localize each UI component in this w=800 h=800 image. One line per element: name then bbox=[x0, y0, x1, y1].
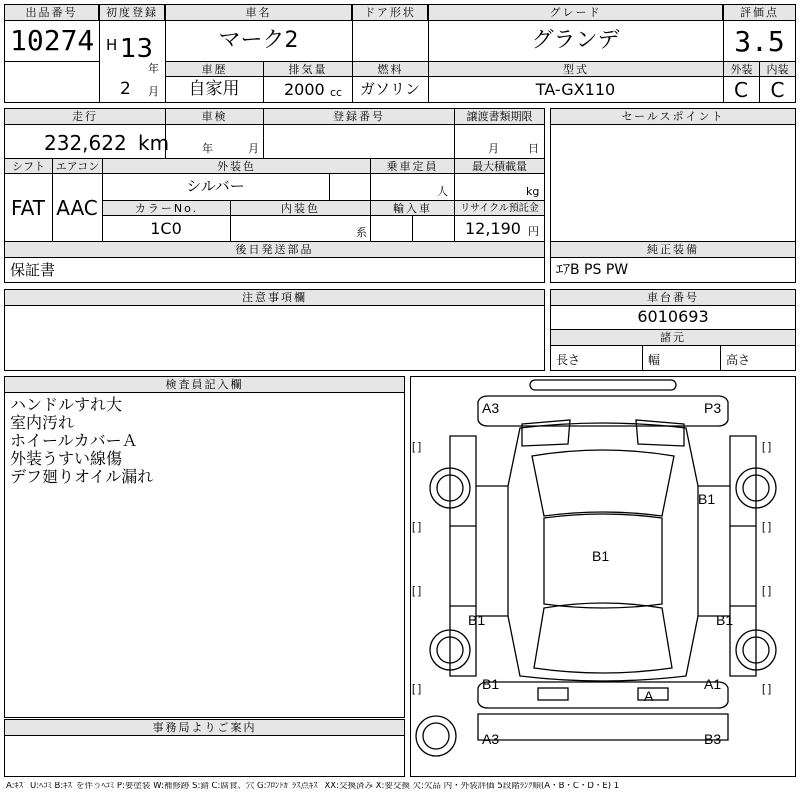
divider bbox=[4, 61, 100, 62]
mark-center: B1 bbox=[592, 548, 610, 564]
chassis-label: 車台番号 bbox=[550, 289, 796, 306]
recycle-label: リサイクル預託金 bbox=[454, 200, 545, 216]
bracket: [ ] bbox=[762, 521, 772, 533]
exterior-label: 外装 bbox=[723, 61, 760, 77]
color-no: 1C0 bbox=[150, 219, 182, 238]
parts-label: 後日発送部品 bbox=[4, 241, 545, 258]
mark-front-left: A3 bbox=[482, 400, 500, 416]
exterior-grade: C bbox=[734, 78, 748, 102]
score: 3.5 bbox=[734, 25, 785, 58]
fuel: ガソリン bbox=[359, 80, 420, 98]
max-load-label: 最大積載量 bbox=[454, 158, 545, 174]
mark-left-mid: B1 bbox=[468, 612, 486, 628]
capacity-label: 乗車定員 bbox=[370, 158, 455, 174]
mark-right-front: B1 bbox=[698, 491, 716, 507]
int-color-unit: 系 bbox=[356, 226, 367, 239]
width-label: 幅 bbox=[648, 353, 661, 367]
transfer-label: 譲渡書類期限 bbox=[454, 108, 545, 125]
divider bbox=[454, 124, 455, 159]
import-label: 輸入車 bbox=[370, 200, 455, 216]
fuel-label: 燃料 bbox=[352, 61, 429, 77]
equipment-text: ｴｱB PS PW bbox=[556, 262, 629, 278]
mark-right-mid: B1 bbox=[716, 612, 734, 628]
bracket: [ ] bbox=[412, 521, 422, 533]
recycle-unit: 円 bbox=[528, 225, 539, 238]
first-reg-label: 初度登録 bbox=[99, 4, 165, 21]
recycle-fee: 12,190 bbox=[465, 219, 521, 238]
mileage: 232,622 bbox=[44, 131, 127, 155]
history: 自家用 bbox=[188, 79, 240, 99]
interior-grade: C bbox=[770, 78, 785, 102]
legend: A:ｷｽﾞ U:ﾍｺﾐ B:ｷｽﾞを伴うﾍｺﾐ P:要塗装 W:補修跡 S:錆 C:腐食、穴 G:ﾌﾛﾝﾄｶﾞﾗｽ点ｷｽﾞ XX:交換済み X:要交換 欠:欠品 内・外装評価 5段階ﾗﾝｸ順(A・B・C・D・E) 1 bbox=[6, 782, 620, 791]
bracket: [ ] bbox=[762, 585, 772, 597]
mileage-unit: km bbox=[138, 131, 170, 155]
aircon-label: エアコン bbox=[52, 158, 103, 174]
inspector-line-1: ハンドルすれ大 bbox=[10, 395, 123, 414]
dimensions-label: 諸元 bbox=[550, 329, 796, 346]
inspector-line-3: ホイールカバーＡ bbox=[10, 431, 138, 450]
transfer-month-unit: 月 bbox=[488, 142, 499, 155]
inspector-line-5: デフ廻りオイル漏れ bbox=[10, 467, 154, 486]
reg-month: 2 bbox=[120, 79, 131, 99]
sales-points-label: セールスポイント bbox=[550, 108, 796, 125]
length-label: 長さ bbox=[556, 353, 581, 367]
model: TA-GX110 bbox=[535, 80, 616, 99]
sales-points-box bbox=[550, 108, 796, 242]
inspector-line-2: 室内汚れ bbox=[10, 413, 75, 432]
bracket: [ ] bbox=[412, 585, 422, 597]
divider bbox=[263, 124, 264, 159]
car-name: マーク2 bbox=[218, 28, 299, 53]
mark-front-right: P3 bbox=[704, 400, 722, 416]
bracket: [ ] bbox=[412, 683, 422, 695]
inspection-label: 車検 bbox=[165, 108, 264, 125]
mark-rear-plate: A bbox=[644, 688, 654, 704]
listing-no: 10274 bbox=[10, 24, 95, 57]
displacement-unit: cc bbox=[330, 86, 343, 99]
ext-color: シルバー bbox=[186, 177, 245, 195]
max-load-unit: kg bbox=[526, 185, 540, 198]
grade-label: グレード bbox=[428, 4, 723, 21]
chassis-no: 6010693 bbox=[637, 307, 709, 326]
bracket: [ ] bbox=[762, 441, 772, 453]
details-frame bbox=[4, 108, 545, 242]
divider bbox=[642, 345, 643, 371]
displacement: 2000 bbox=[284, 80, 325, 99]
aircon: AAC bbox=[56, 196, 98, 220]
notes-label: 注意事項欄 bbox=[4, 289, 545, 306]
score-label: 評価点 bbox=[723, 4, 796, 21]
mark-right-rear: A1 bbox=[704, 676, 722, 692]
divider bbox=[329, 173, 330, 201]
transfer-day-unit: 日 bbox=[528, 142, 539, 155]
model-label: 型式 bbox=[428, 61, 724, 77]
divider bbox=[263, 76, 264, 103]
mark-rear-right: B3 bbox=[704, 731, 722, 747]
name-label: 車名 bbox=[165, 4, 352, 21]
car-diagram bbox=[410, 376, 796, 777]
era: H bbox=[106, 36, 118, 54]
bracket: [ ] bbox=[412, 441, 422, 453]
door-label: ドア形状 bbox=[352, 4, 428, 21]
mark-rear-left: A3 bbox=[482, 731, 500, 747]
height-label: 高さ bbox=[726, 353, 751, 367]
ext-color-label: 外装色 bbox=[102, 158, 371, 174]
month-unit: 月 bbox=[148, 85, 159, 98]
displacement-label: 排気量 bbox=[263, 61, 353, 77]
year-unit: 年 bbox=[148, 62, 159, 75]
grade: グランデ bbox=[531, 28, 620, 53]
reg-no-label: 登録番号 bbox=[263, 108, 455, 125]
listing-no-label: 出品番号 bbox=[4, 4, 99, 21]
mark-left-rear: B1 bbox=[482, 676, 500, 692]
equipment-label: 純正装備 bbox=[550, 241, 796, 258]
divider bbox=[412, 215, 413, 242]
inspector-line-4: 外装うすい線傷 bbox=[10, 449, 123, 468]
capacity-unit: 人 bbox=[437, 185, 448, 198]
color-no-label: カラーNo. bbox=[102, 200, 231, 216]
divider bbox=[720, 345, 721, 371]
parts-text: 保証書 bbox=[10, 261, 56, 279]
interior-label: 内装 bbox=[759, 61, 796, 77]
shift: FAT bbox=[10, 196, 45, 220]
int-color-label: 内装色 bbox=[230, 200, 371, 216]
divider bbox=[230, 215, 231, 242]
office-label: 事務局よりご案内 bbox=[4, 719, 405, 736]
mileage-label: 走行 bbox=[4, 108, 166, 125]
history-label: 車歴 bbox=[165, 61, 264, 77]
inspection-month-unit: 月 bbox=[248, 142, 259, 155]
bracket: [ ] bbox=[762, 683, 772, 695]
inspection-year-unit: 年 bbox=[202, 142, 213, 155]
shift-label: シフト bbox=[4, 158, 53, 174]
reg-year: 13 bbox=[120, 34, 154, 64]
inspector-label: 検査員記入欄 bbox=[4, 376, 405, 393]
